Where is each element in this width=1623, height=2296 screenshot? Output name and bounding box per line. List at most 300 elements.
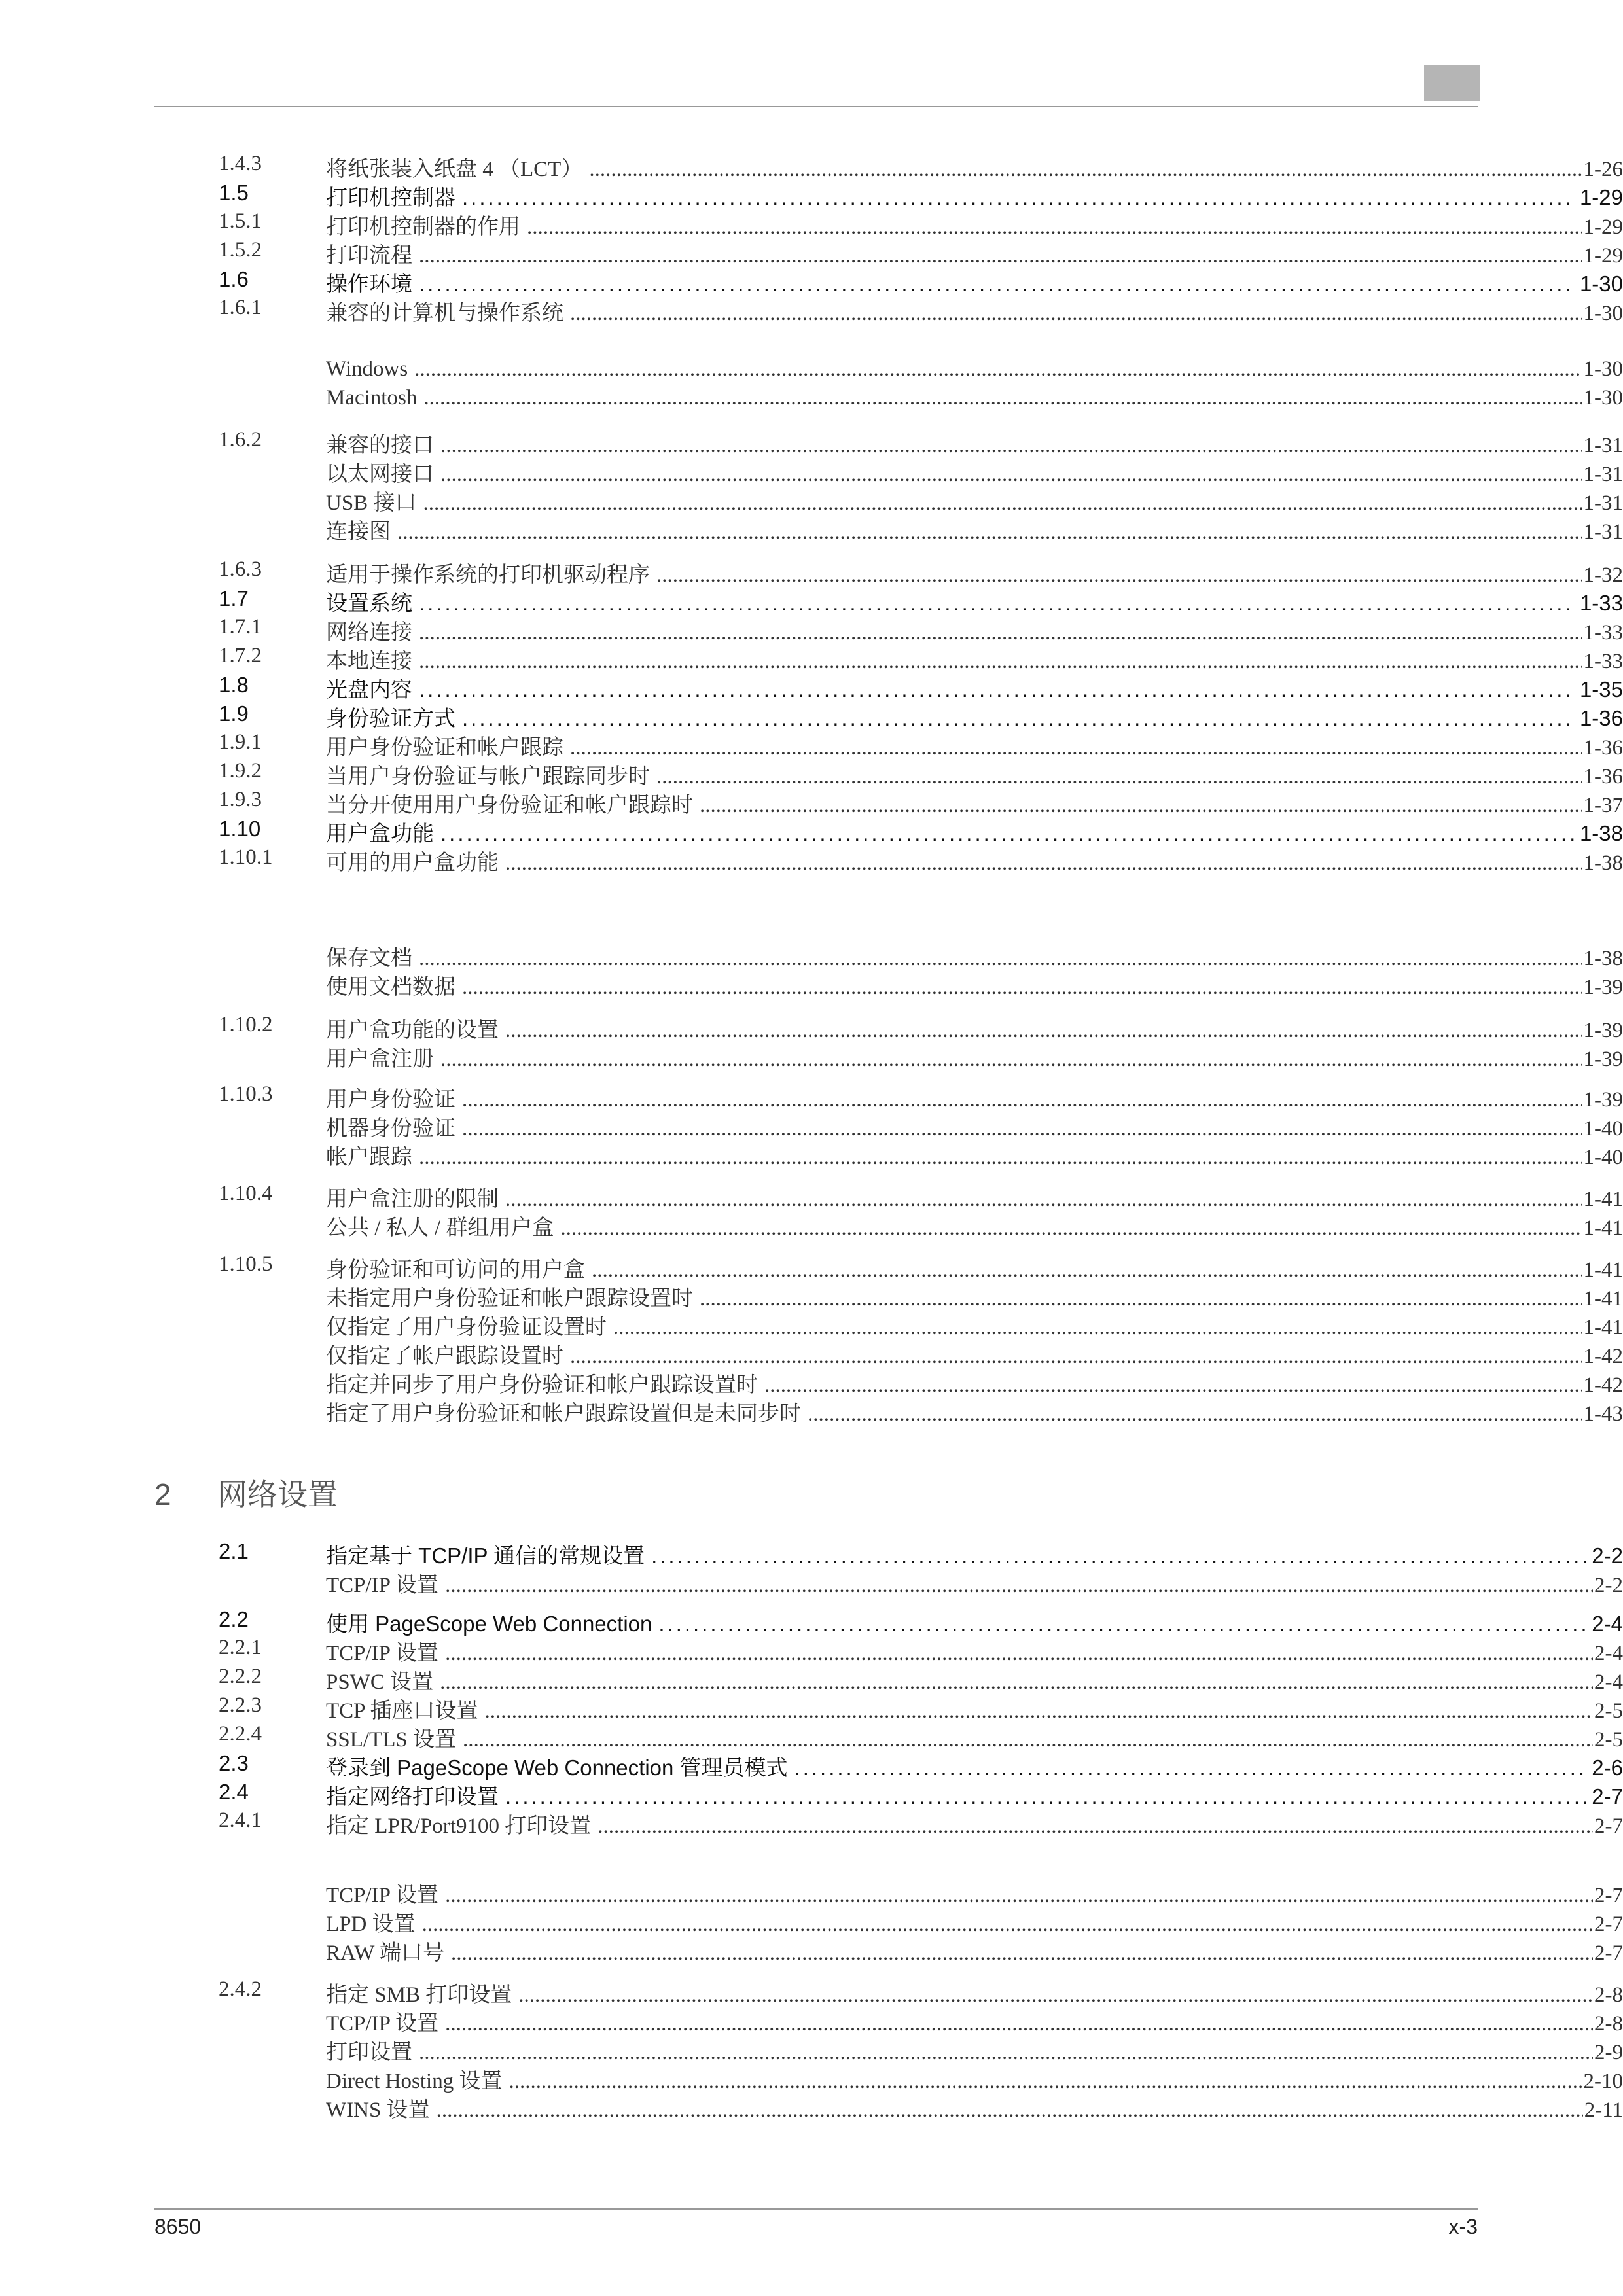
toc-entry[interactable] — [0, 1140, 1623, 1169]
toc-entry-title: PSWC 设置 — [326, 1670, 434, 1694]
toc-entry-line — [326, 386, 1623, 410]
dot-leader — [570, 736, 1582, 760]
toc-entry-title: Macintosh — [326, 386, 418, 410]
toc-entry-title: 指定了用户身份验证和帐户跟踪设置但是未同步时 — [326, 1402, 801, 1426]
toc-entry-page: 1-30 — [1583, 386, 1623, 410]
toc-entry-number: 1.7 — [219, 586, 249, 610]
toc-entry-title: 指定 LPR/Port9100 打印设置 — [326, 1814, 592, 1838]
dot-leader — [451, 1941, 1593, 1966]
toc-entry-number: 1.5.2 — [219, 238, 262, 262]
toc-entry[interactable] — [0, 557, 1623, 586]
toc-entry-number: 1.7.2 — [219, 644, 262, 667]
toc-entry-line — [326, 1396, 1623, 1427]
toc-entry-page: 1-42 — [1583, 1345, 1623, 1368]
toc-entry[interactable] — [0, 1665, 1623, 1693]
toc-entry-line — [326, 1780, 1623, 1810]
dot-leader — [419, 947, 1582, 971]
toc-entry-title: 指定并同步了用户身份验证和帐户跟踪设置时 — [326, 1373, 758, 1397]
chapter-heading — [154, 1471, 338, 1514]
toc-entry-number: 1.7.1 — [219, 615, 262, 639]
dot-leader — [419, 677, 1575, 702]
toc-group — [0, 1539, 1623, 1597]
footer-model: 8650 — [154, 2215, 202, 2238]
toc-entry-title: 公共 / 私人 / 群组用户盒 — [326, 1216, 554, 1240]
toc-entry-title: 帐户跟踪 — [326, 1146, 412, 1169]
toc-entry-page: 2-6 — [1592, 1756, 1623, 1780]
toc-entry[interactable] — [0, 486, 1623, 514]
toc-entry-title: RAW 端口号 — [326, 1941, 445, 1965]
dot-leader — [508, 2070, 1582, 2094]
toc-entry-title: 当分开使用用户身份验证和帐户跟踪时 — [326, 794, 693, 817]
toc-group — [0, 1182, 1623, 1239]
toc-entry-number: 2.4.2 — [219, 1977, 262, 2001]
toc-entry-page: 2-4 — [1592, 1612, 1623, 1636]
dot-leader — [437, 2098, 1583, 2123]
toc-entry-title: LPD 设置 — [326, 1913, 416, 1936]
toc-entry-title: 用户身份验证和帐户跟踪 — [326, 736, 563, 760]
toc-entry-number: 1.9.3 — [219, 788, 262, 811]
toc-entry-line — [326, 644, 1623, 675]
toc-entry-page: 1-41 — [1583, 1316, 1623, 1339]
dot-leader — [560, 1216, 1582, 1241]
toc-entry[interactable] — [0, 1809, 1623, 1837]
toc-entry[interactable] — [0, 941, 1623, 970]
toc-group — [0, 1013, 1623, 1070]
toc-entry-page: 2-9 — [1594, 2041, 1623, 2064]
toc-entry-title: 光盘内容 — [326, 677, 412, 701]
toc-entry-title: Direct Hosting 设置 — [326, 2070, 503, 2093]
toc-entry[interactable] — [0, 1751, 1623, 1780]
toc-entry-page: 1-38 — [1579, 821, 1623, 845]
toc-entry[interactable] — [0, 1722, 1623, 1751]
toc-entry-page: 1-38 — [1583, 947, 1623, 970]
toc-entry-number: 1.9.2 — [219, 759, 262, 783]
toc-entry-page: 1-32 — [1583, 563, 1623, 587]
toc-entry[interactable] — [0, 181, 1623, 209]
toc-entry-page: 2-4 — [1594, 1670, 1623, 1694]
dot-leader — [445, 1574, 1593, 1598]
toc-entry-line — [326, 428, 1623, 459]
toc-entry-page: 1-41 — [1583, 1216, 1623, 1240]
dot-leader — [485, 1699, 1593, 1723]
toc-entry-line — [326, 486, 1623, 516]
toc-entry[interactable] — [0, 1210, 1623, 1239]
toc-entry[interactable] — [0, 1182, 1623, 1210]
toc-entry-page: 1-31 — [1583, 463, 1623, 486]
toc-entry[interactable] — [0, 970, 1623, 998]
toc-entry[interactable] — [0, 2064, 1623, 2093]
toc-entry-page: 1-31 — [1583, 434, 1623, 457]
dot-leader — [527, 215, 1582, 239]
toc-entry[interactable] — [0, 267, 1623, 296]
toc-entry-title: 身份验证方式 — [326, 706, 455, 730]
toc-entry-title: 将纸张装入纸盘 4 （LCT） — [326, 158, 583, 181]
toc-entry-line — [326, 2035, 1623, 2066]
toc-entry-title: 兼容的计算机与操作系统 — [326, 302, 563, 325]
toc-group — [0, 1082, 1623, 1169]
toc-entry-line — [326, 1665, 1623, 1695]
dot-leader — [440, 1670, 1593, 1695]
dot-leader — [700, 794, 1582, 818]
toc-entry-line — [326, 673, 1623, 703]
dot-leader — [462, 185, 1575, 210]
dot-leader — [419, 244, 1582, 268]
toc-entry-title: TCP/IP 设置 — [326, 1574, 439, 1597]
dot-leader — [414, 357, 1582, 381]
toc-entry-title: 打印流程 — [326, 244, 412, 268]
toc-entry[interactable] — [0, 1907, 1623, 1935]
toc-entry[interactable] — [0, 1539, 1623, 1568]
toc-entry[interactable] — [0, 1780, 1623, 1809]
toc-entry-line — [326, 759, 1623, 790]
dot-leader — [570, 302, 1582, 326]
toc-entry-page: 1-29 — [1583, 215, 1623, 239]
toc-entry-title: SSL/TLS 设置 — [326, 1728, 456, 1752]
toc-entry-number: 1.5.1 — [219, 209, 262, 233]
toc-entry[interactable] — [0, 730, 1623, 759]
toc-entry[interactable] — [0, 701, 1623, 730]
toc-entry[interactable] — [0, 1878, 1623, 1907]
toc-entry-page: 2-4 — [1594, 1642, 1623, 1665]
toc-entry-number: 2.1 — [219, 1539, 249, 1563]
toc-entry-page: 2-10 — [1583, 2070, 1623, 2093]
toc-entry-line — [326, 1935, 1623, 1966]
toc-entry-line — [326, 557, 1623, 588]
toc-entry-page: 1-36 — [1579, 706, 1623, 730]
toc-entry-line — [326, 1751, 1623, 1782]
toc-entry-line — [326, 1310, 1623, 1341]
footer-page-number: x-3 — [1448, 2215, 1478, 2238]
toc-entry-number: 1.4.3 — [219, 152, 262, 175]
dot-leader — [423, 386, 1582, 410]
toc-entry[interactable] — [0, 457, 1623, 486]
toc-entry[interactable] — [0, 152, 1623, 181]
toc-entry[interactable] — [0, 586, 1623, 615]
dot-leader — [589, 158, 1582, 182]
toc-entry[interactable] — [0, 296, 1623, 325]
footer-divider — [154, 2208, 1478, 2210]
toc-entry-line — [326, 209, 1623, 240]
toc-entry-page: 1-41 — [1583, 1258, 1623, 1282]
toc-entry[interactable] — [0, 1281, 1623, 1310]
dot-leader — [462, 1088, 1582, 1112]
toc-entry-title: 指定网络打印设置 — [326, 1784, 499, 1809]
toc-entry-line — [326, 1977, 1623, 2008]
toc-group — [0, 1252, 1623, 1425]
toc-entry[interactable] — [0, 428, 1623, 457]
toc-group — [0, 357, 1623, 415]
dot-leader — [445, 2012, 1593, 2036]
toc-entry-line — [326, 238, 1623, 269]
toc-entry-page: 1-39 — [1583, 1048, 1623, 1071]
toc-entry[interactable] — [0, 238, 1623, 267]
toc-entry[interactable] — [0, 1339, 1623, 1368]
toc-entry-title: 打印设置 — [326, 2041, 412, 2064]
toc-entry-page: 1-40 — [1583, 1146, 1623, 1169]
toc-entry[interactable] — [0, 673, 1623, 701]
toc-entry-title: 使用文档数据 — [326, 976, 455, 999]
toc-entry-title: 指定 SMB 打印设置 — [326, 1983, 512, 2007]
toc-entry-title: 当用户身份验证与帐户跟踪同步时 — [326, 765, 650, 788]
toc-entry[interactable] — [0, 357, 1623, 386]
header-divider — [154, 106, 1478, 107]
dot-leader — [794, 1756, 1587, 1780]
toc-entry-line — [326, 1907, 1623, 1937]
dot-leader — [700, 1287, 1582, 1311]
toc-entry-page: 2-7 — [1592, 1784, 1623, 1809]
toc-entry-line — [326, 2064, 1623, 2094]
dot-leader — [419, 621, 1582, 645]
toc-group — [0, 152, 1623, 325]
dot-leader — [505, 1019, 1582, 1043]
toc-entry-page: 1-31 — [1583, 520, 1623, 544]
toc-entry-title: 用户盒功能的设置 — [326, 1019, 499, 1042]
toc-entry-line — [326, 1140, 1623, 1171]
toc-entry[interactable] — [0, 1013, 1623, 1042]
toc-entry-page: 1-35 — [1579, 677, 1623, 701]
toc-entry-page: 2-7 — [1594, 1941, 1623, 1965]
toc-entry[interactable] — [0, 2035, 1623, 2064]
toc-entry-title: 兼容的接口 — [326, 434, 434, 457]
toc-entry[interactable] — [0, 1310, 1623, 1339]
dot-leader — [656, 765, 1582, 789]
dot-leader — [462, 1117, 1582, 1141]
dot-leader — [440, 821, 1575, 846]
toc-entry-page: 1-43 — [1583, 1402, 1623, 1426]
chapter-number: 2 — [154, 1477, 171, 1511]
toc-entry[interactable] — [0, 759, 1623, 788]
toc-group — [0, 1878, 1623, 1964]
toc-entry-title: 登录到 PageScope Web Connection 管理员模式 — [326, 1756, 788, 1780]
toc-entry-line — [326, 1082, 1623, 1113]
toc-entry[interactable] — [0, 386, 1623, 415]
toc-entry-title: 仅指定了帐户跟踪设置时 — [326, 1345, 563, 1368]
toc-entry-number: 1.8 — [219, 673, 249, 697]
toc-entry-title: 用户盒功能 — [326, 821, 434, 845]
toc-entry-number: 1.10.1 — [219, 845, 273, 869]
toc-entry-line — [326, 357, 1623, 381]
toc-entry-page: 2-2 — [1592, 1544, 1623, 1568]
toc-entry-line — [326, 1013, 1623, 1044]
toc-entry-page: 2-8 — [1594, 1983, 1623, 2007]
toc-entry-number: 2.2.1 — [219, 1636, 262, 1659]
dot-leader — [656, 563, 1582, 588]
dot-leader — [440, 1048, 1582, 1072]
toc-entry-title: TCP/IP 设置 — [326, 1884, 439, 1907]
toc-entry-number: 2.4 — [219, 1780, 249, 1804]
toc-entry-title: 身份验证和可访问的用户盒 — [326, 1258, 585, 1282]
toc-entry-number: 1.10.3 — [219, 1082, 273, 1106]
dot-leader — [597, 1814, 1593, 1839]
dot-leader — [419, 272, 1575, 296]
toc-entry[interactable] — [0, 1607, 1623, 1636]
dot-leader — [445, 1642, 1593, 1666]
dot-leader — [462, 976, 1582, 1000]
toc-group — [0, 1607, 1623, 1837]
dot-leader — [463, 1728, 1593, 1752]
dot-leader — [592, 1258, 1582, 1282]
toc-entry-title: TCP/IP 设置 — [326, 1642, 439, 1665]
toc-entry-page: 1-26 — [1583, 158, 1623, 181]
toc-entry-page: 2-8 — [1594, 2012, 1623, 2036]
toc-group — [0, 941, 1623, 998]
toc-entry-line — [326, 514, 1623, 545]
toc-entry-title: USB 接口 — [326, 491, 417, 515]
toc-entry-line — [326, 2093, 1623, 2123]
toc-entry-page: 1-39 — [1583, 1088, 1623, 1112]
dot-leader — [419, 650, 1582, 674]
dot-leader — [505, 1784, 1586, 1809]
toc-entry-title: TCP/IP 设置 — [326, 2012, 439, 2036]
toc-entry-number: 1.9.1 — [219, 730, 262, 754]
toc-entry-line — [326, 267, 1623, 298]
header-tab-marker — [1424, 65, 1480, 101]
toc-entry[interactable] — [0, 209, 1623, 238]
toc-entry[interactable] — [0, 817, 1623, 845]
toc-entry-page: 2-7 — [1594, 1913, 1623, 1936]
toc-entry-number: 1.10 — [219, 817, 261, 841]
toc-entry[interactable] — [0, 1252, 1623, 1281]
toc-entry[interactable] — [0, 788, 1623, 817]
toc-entry-page: 1-30 — [1583, 302, 1623, 325]
toc-entry[interactable] — [0, 644, 1623, 673]
toc-entry-title: TCP 插座口设置 — [326, 1699, 478, 1723]
toc-entry-line — [326, 701, 1623, 732]
toc-entry-number: 1.10.4 — [219, 1182, 273, 1205]
dot-leader — [518, 1983, 1593, 2007]
toc-entry-number: 1.10.5 — [219, 1252, 273, 1276]
toc-entry-line — [326, 1111, 1623, 1142]
toc-entry-line — [326, 1210, 1623, 1241]
toc-entry-page: 2-5 — [1594, 1728, 1623, 1752]
toc-entry-line — [326, 941, 1623, 972]
toc-entry-title: 以太网接口 — [326, 463, 434, 486]
toc-entry-page: 1-36 — [1583, 736, 1623, 760]
toc-entry-page: 1-30 — [1583, 357, 1623, 381]
toc-entry-line — [326, 296, 1623, 327]
toc-entry-title: 用户盒注册的限制 — [326, 1188, 499, 1211]
toc-group — [0, 428, 1623, 543]
toc-entry-number: 1.6 — [219, 267, 249, 291]
toc-entry-line — [326, 152, 1623, 183]
dot-leader — [505, 851, 1582, 875]
toc-entry-line — [326, 1693, 1623, 1724]
toc-entry-number: 2.4.1 — [219, 1809, 262, 1832]
toc-entry-line — [326, 2006, 1623, 2037]
toc-entry-page: 1-42 — [1583, 1373, 1623, 1397]
toc-entry-page: 1-40 — [1583, 1117, 1623, 1140]
toc-entry[interactable] — [0, 1636, 1623, 1665]
toc-entry[interactable] — [0, 1568, 1623, 1597]
toc-entry-title: 指定基于 TCP/IP 通信的常规设置 — [326, 1544, 645, 1568]
toc-entry-page: 1-29 — [1583, 244, 1623, 268]
toc-entry[interactable] — [0, 1935, 1623, 1964]
toc-entry-title: 设置系统 — [326, 591, 412, 615]
toc-entry[interactable] — [0, 845, 1623, 874]
toc-entry-title: 操作环境 — [326, 272, 412, 296]
toc-entry[interactable] — [0, 2093, 1623, 2121]
toc-entry-title: 机器身份验证 — [326, 1117, 455, 1140]
toc-entry-page: 1-39 — [1583, 976, 1623, 999]
toc-entry[interactable] — [0, 2006, 1623, 2035]
dot-leader — [651, 1544, 1586, 1568]
toc-entry-line — [326, 181, 1623, 211]
toc-entry-title: WINS 设置 — [326, 2098, 430, 2122]
toc-entry-line — [326, 730, 1623, 761]
toc-entry-line — [326, 1252, 1623, 1283]
toc-entry[interactable] — [0, 1693, 1623, 1722]
toc-entry-line — [326, 1368, 1623, 1398]
toc-entry-page: 1-33 — [1583, 621, 1623, 645]
toc-entry-title: 用户身份验证 — [326, 1088, 455, 1112]
toc-group — [0, 557, 1623, 874]
toc-entry-number: 2.3 — [219, 1751, 249, 1775]
toc-entry-number: 1.6.3 — [219, 557, 262, 581]
toc-entry-page: 1-30 — [1579, 272, 1623, 296]
toc-entry-number: 1.9 — [219, 701, 249, 726]
dot-leader — [808, 1402, 1582, 1426]
toc-entry-page: 1-31 — [1583, 491, 1623, 515]
toc-entry-title: 打印机控制器 — [326, 185, 455, 209]
toc-entry-number: 2.2.4 — [219, 1722, 262, 1746]
dot-leader — [419, 591, 1575, 616]
dot-leader — [462, 706, 1575, 731]
toc-entry-title: 可用的用户盒功能 — [326, 851, 499, 875]
toc-entry[interactable] — [0, 1396, 1623, 1425]
toc-entry-line — [326, 615, 1623, 646]
toc-entry-title: 用户盒注册 — [326, 1048, 434, 1071]
dot-leader — [505, 1188, 1582, 1212]
dot-leader — [658, 1612, 1586, 1636]
toc-entry[interactable] — [0, 1082, 1623, 1111]
toc-entry-page: 2-5 — [1594, 1699, 1623, 1723]
toc-entry[interactable] — [0, 1368, 1623, 1396]
chapter-title: 网络设置 — [217, 1477, 338, 1511]
dot-leader — [422, 1913, 1593, 1937]
toc-entry-line — [326, 457, 1623, 487]
toc-entry-line — [326, 788, 1623, 819]
dot-leader — [423, 491, 1582, 516]
toc-entry[interactable] — [0, 1042, 1623, 1070]
toc-entry-number: 2.2.3 — [219, 1693, 262, 1717]
toc-entry[interactable] — [0, 514, 1623, 543]
toc-entry[interactable] — [0, 1977, 1623, 2006]
toc-entry-title: 适用于操作系统的打印机驱动程序 — [326, 563, 650, 587]
toc-entry[interactable] — [0, 1111, 1623, 1140]
toc-entry-title: 打印机控制器的作用 — [326, 215, 520, 239]
toc-entry-number: 1.10.2 — [219, 1013, 273, 1036]
toc-entry-number: 1.6.1 — [219, 296, 262, 319]
toc-entry-page: 1-41 — [1583, 1287, 1623, 1311]
toc-entry-line — [326, 817, 1623, 847]
toc-entry-line — [326, 1636, 1623, 1667]
toc-entry-page: 1-33 — [1583, 650, 1623, 673]
toc-entry-page: 1-37 — [1583, 794, 1623, 817]
dot-leader — [570, 1345, 1582, 1369]
toc-entry-title: 使用 PageScope Web Connection — [326, 1612, 652, 1636]
toc-entry-page: 1-41 — [1583, 1188, 1623, 1211]
dot-leader — [440, 434, 1582, 458]
toc-entry-line — [326, 1339, 1623, 1369]
toc-entry-line — [326, 1607, 1623, 1638]
toc-entry-line — [326, 1042, 1623, 1072]
toc-entry-title: 网络连接 — [326, 621, 412, 645]
toc-entry-line — [326, 1722, 1623, 1753]
toc-entry[interactable] — [0, 615, 1623, 644]
toc-entry-title: 保存文档 — [326, 947, 412, 970]
toc-entry-page: 2-7 — [1594, 1884, 1623, 1907]
toc-entry-title: 本地连接 — [326, 650, 412, 673]
